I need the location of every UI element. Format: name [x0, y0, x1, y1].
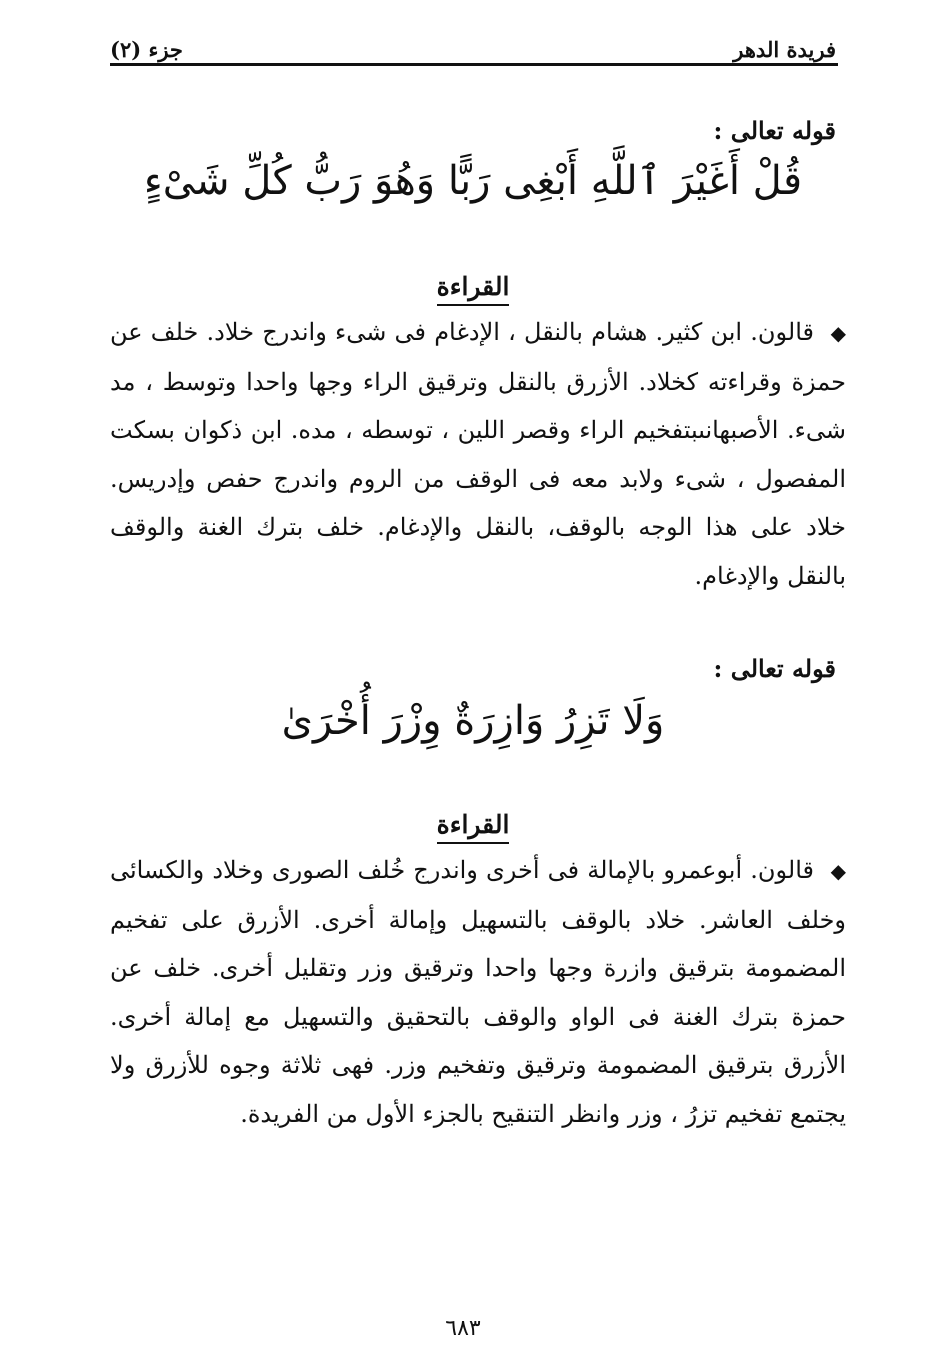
diamond-bullet-icon: ◆	[830, 321, 846, 345]
page-number: ٦٨٣	[445, 1316, 481, 1341]
reading-heading-text: القراءة	[437, 810, 510, 844]
running-header	[110, 32, 836, 62]
reading-paragraph	[110, 846, 846, 1138]
diamond-bullet-icon: ◆	[830, 859, 846, 883]
verse-intro: قوله تعالى :	[713, 654, 836, 683]
header-divider	[110, 63, 838, 66]
reading-heading	[110, 810, 836, 839]
quran-verse: وَلَا تَزِرُ وَازِرَةٌ وِزْرَ أُخْرَىٰ	[281, 698, 665, 744]
reading-heading	[110, 272, 836, 301]
quran-verse: قُلْ أَغَيْرَ ٱللَّهِ أَبْغِى رَبًّا وَهُوَ رَبُّ كُلِّ شَىْءٍ	[143, 158, 803, 204]
verse-intro: قوله تعالى :	[713, 116, 836, 145]
book-title: فريدة الدهر	[733, 37, 836, 62]
reading-paragraph	[110, 308, 846, 600]
reading-text: قالون. ابن كثير. هشام بالنقل ، الإدغام فى شىء واندرج خلاد. خلف عن حمزة وقراءته كخلاد. الأزرق بالنقل وترقيق الراء وجها واحدا وتوسط ، مد شىء. الأصبهانىبتفخيم الراء وقصر اللين ، توسطه ، مده. ابن ذكوان بسكت المفصول ، شىء ولابد معه فى الوقف من الروم واندرج حفص وإدريس. خلاد على هذا الوجه بالوقف، بالنقل والإدغام. خلف بترك الغنة والوقف بالنقل والإدغام.	[110, 318, 846, 590]
reading-text: قالون. أبوعمرو بالإمالة فى أخرى واندرج خُلف الصورى وخلاد والكسائى وخلف العاشر. خلاد بالوقف بالتسهيل وإمالة أخرى. الأزرق على تفخيم المضمومة بترقيق وازرة وجها واحدا وترقيق وزر وتقليل أخرى. خلف عن حمزة بترك الغنة فى الواو والوقف بالتحقيق والتسهيل مع إمالة أخرى. الأزرق بترقيق المضمومة وترقيق وتفخيم وزر. فهى ثلاثة وجوه للأزرق ولا يجتمع تفخيم تزرُ ، وزر وانظر التنقيح بالجزء الأول من الفريدة.	[110, 856, 846, 1128]
part-number: جزء (٢)	[110, 37, 183, 62]
reading-heading-text: القراءة	[437, 272, 510, 306]
